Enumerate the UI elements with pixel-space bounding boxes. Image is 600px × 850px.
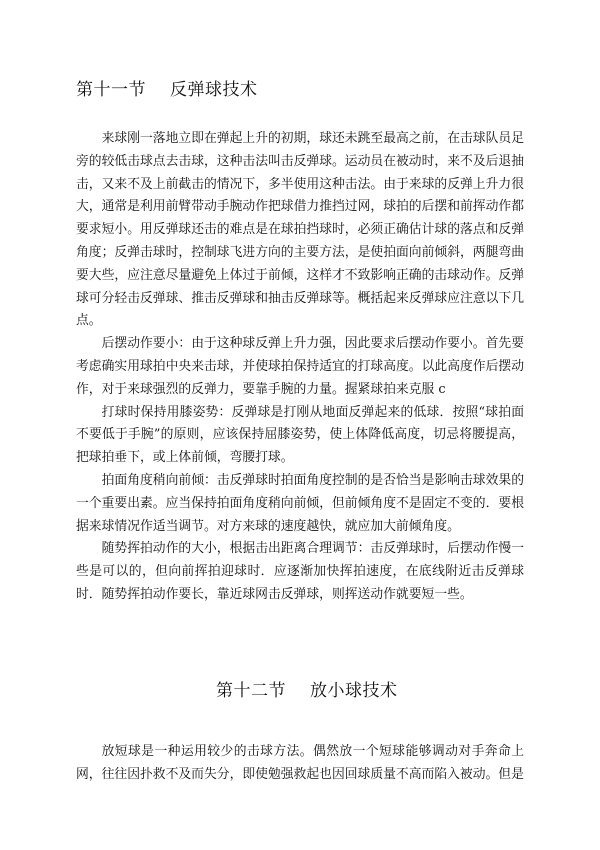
section-12-title: 放小球技术 — [310, 681, 398, 701]
paragraph: 放短球是一种运用较少的击球方法。偶然放一个短球能够调动对手奔命上网，往往因扑救不及而失分，即使勉强救起也因回球质量不高而陷入被动。但是 — [76, 744, 524, 782]
section-11-heading — [76, 79, 258, 101]
paragraph: 后摆动作要小：由于这种球反弹上升力强，因此要求后摆动作要小。首先要考虑确实用球拍中央来击球，并使球拍保持适宜的打球高度。以此高度作后摆动作，对于来球强烈的反弹力，要靠手腕的力量。握紧球拍来克服 c — [76, 336, 524, 397]
section-12-heading — [216, 680, 398, 702]
section-11-number: 第十一节 — [76, 80, 146, 100]
section-12-number: 第十二节 — [216, 681, 286, 701]
section-12-body — [76, 741, 524, 787]
section-11-title: 反弹球技术 — [170, 80, 258, 100]
section-11-body — [76, 128, 524, 607]
paragraph: 拍面角度稍向前倾：击反弹球时拍面角度控制的是否恰当是影响击球效果的一个重要出素。应当保持拍面角度稍向前倾，但前倾角度不是固定不变的．要根据来球情况作适当调节。对方来球的速度越快，就应加大前倾角度。 — [76, 472, 524, 534]
paragraph: 打球时保持用膝姿势：反弹球是打刚从地面反弹起来的低球．按照“球拍面不要低于手腕”的原则，应该保持屈膝姿势，使上体降低高度，切忌将腰提高，把球拍垂下，或上体前倾，弯腰打球。 — [76, 404, 524, 466]
paragraph: 随势挥拍动作的大小，根据击出距离合理调节：击反弹球时，后摆动作慢一些是可以的，但向前挥拍迎球时．应逐渐加快挥拍速度，在底线附近击反弹球时．随势挥拍动作要长，靠近球网击反弹球，则挥送动作就要短一些。 — [76, 541, 524, 602]
paragraph: 来球刚一落地立即在弹起上升的初期，球还未跳至最高之前，在击球队员足旁的较低击球点去击球，这种击法叫击反弹球。运动员在被动时，来不及后退抽击，又来不及上前截击的情况下，多半使用这种击法。由于来球的反弹上升力很大，通常是利用前臂带动手腕动作把球借力推挡过网，球拍的后摆和前挥动作都要求短小。用反弹球还击的难点是在球拍挡球时，必须正确估计球的落点和反弹角度；反弹击球时，控制球飞进方向的主要方法，是使拍面向前倾斜，两腿弯曲要大些，应注意尽量避免上体过于前倾，这样才不致影响正确的击球动作。反弹球可分轻击反弹球、推击反弹球和抽击反弹球等。概括起来反弹球应注意以下几点。 — [76, 131, 524, 329]
